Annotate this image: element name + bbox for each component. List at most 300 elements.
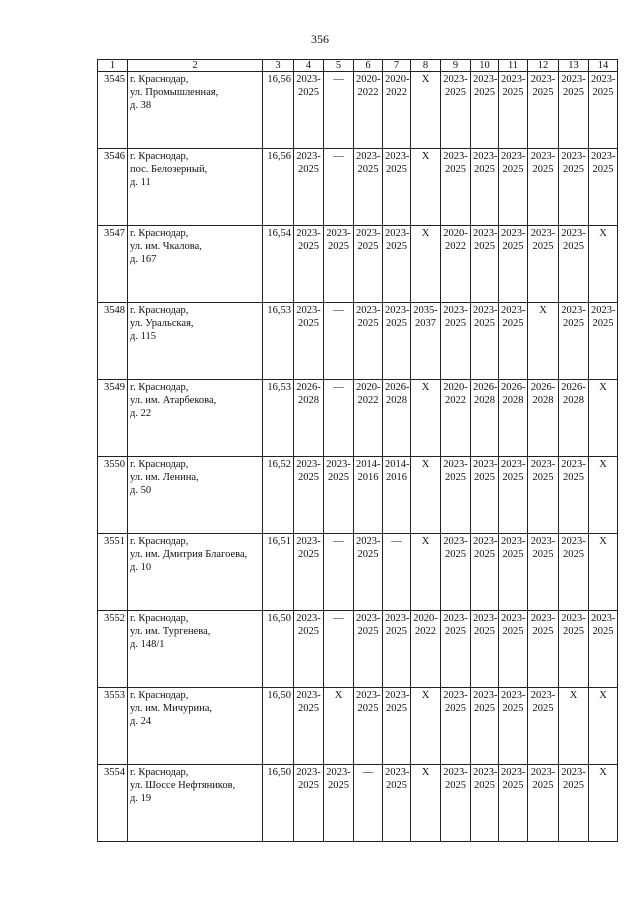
period-text: 2025 xyxy=(357,241,379,252)
period-text: 2022 xyxy=(445,241,466,252)
period-text: 2025 xyxy=(298,472,319,483)
period-text: 2023- xyxy=(296,305,321,316)
period-text: 2023- xyxy=(473,767,498,778)
period-cell xyxy=(324,72,354,149)
period-text: 2025 xyxy=(502,87,524,98)
period-cell xyxy=(294,303,324,380)
period-text: 2023- xyxy=(385,228,410,239)
period-text: 2023- xyxy=(473,536,498,547)
address-line: д. 38 xyxy=(130,100,152,111)
address-line: д. 115 xyxy=(130,331,156,342)
period-text: 2025 xyxy=(592,626,614,637)
register-table xyxy=(97,59,618,842)
period-text: 2025 xyxy=(298,87,319,98)
period-text: 2023- xyxy=(530,767,556,778)
period-cell xyxy=(441,72,471,149)
period-text: 2025 xyxy=(445,626,466,637)
period-text: 2014- xyxy=(356,459,381,470)
period-cell xyxy=(441,457,471,534)
period-text: 2025 xyxy=(474,703,495,714)
address-line: г. Краснодар, xyxy=(130,228,189,239)
period-text: 2023- xyxy=(561,613,586,624)
period-cell xyxy=(589,457,618,534)
period-text: X xyxy=(539,305,547,316)
table-row xyxy=(98,457,618,534)
period-text: 2023- xyxy=(591,74,616,85)
period-text: 2020- xyxy=(443,382,468,393)
period-cell xyxy=(324,226,354,303)
header-row xyxy=(98,60,618,72)
row-number-cell xyxy=(98,303,128,380)
period-text: 2023- xyxy=(530,613,556,624)
period-cell xyxy=(354,534,383,611)
period-cell xyxy=(411,457,441,534)
period-text: 2020- xyxy=(356,382,381,393)
period-text: X xyxy=(334,690,343,701)
row-number-cell xyxy=(98,380,128,457)
row-number-cell xyxy=(98,149,128,226)
period-text: — xyxy=(391,536,402,547)
period-text: 2025 xyxy=(502,318,524,329)
period-text: 2023- xyxy=(530,74,556,85)
period-text: 2025 xyxy=(357,318,379,329)
value: 16,56 xyxy=(267,74,291,85)
period-text: 2025 xyxy=(532,549,554,560)
period-text: 2025 xyxy=(563,87,584,98)
period-text: 2023- xyxy=(501,74,526,85)
period-text: 2022 xyxy=(357,87,379,98)
period-text: 2023- xyxy=(530,690,556,701)
period-text: 2022 xyxy=(386,87,407,98)
value: 16,53 xyxy=(267,305,291,316)
period-text: X xyxy=(569,690,578,701)
period-text: 2023- xyxy=(296,459,321,470)
value: 16,50 xyxy=(267,613,291,624)
period-text: 2023- xyxy=(356,151,381,162)
address-line: д. 167 xyxy=(130,254,157,265)
period-cell xyxy=(559,303,589,380)
period-text: 2023- xyxy=(443,459,468,470)
period-text: 2025 xyxy=(328,780,349,791)
period-text: 2023- xyxy=(501,613,526,624)
value: 16,52 xyxy=(267,459,291,470)
period-cell xyxy=(528,303,559,380)
period-cell xyxy=(383,149,411,226)
table-row xyxy=(98,765,618,842)
table-body xyxy=(98,72,618,842)
row-number: 3549 xyxy=(104,382,125,393)
period-text: 2025 xyxy=(592,87,614,98)
address-cell xyxy=(128,457,263,534)
period-cell xyxy=(294,226,324,303)
period-text: 2028 xyxy=(502,395,524,406)
period-cell xyxy=(589,226,618,303)
period-cell xyxy=(324,611,354,688)
period-text: 2025 xyxy=(502,549,524,560)
period-text: 2023- xyxy=(530,536,556,547)
period-cell xyxy=(294,534,324,611)
period-text: 2022 xyxy=(415,626,436,637)
period-text: 2025 xyxy=(532,780,554,791)
period-text: X xyxy=(599,536,607,547)
period-text: 2023- xyxy=(473,459,498,470)
period-text: 2023- xyxy=(530,228,556,239)
period-cell xyxy=(499,149,528,226)
period-cell xyxy=(383,765,411,842)
period-cell xyxy=(383,534,411,611)
period-text: 2025 xyxy=(592,164,614,175)
period-text: 2023- xyxy=(501,690,526,701)
period-cell xyxy=(528,457,559,534)
address-line: г. Краснодар, xyxy=(130,536,189,547)
period-text: 2023- xyxy=(385,305,410,316)
period-cell xyxy=(324,688,354,765)
row-number: 3548 xyxy=(104,305,125,316)
period-text: 2025 xyxy=(386,780,407,791)
period-cell xyxy=(589,534,618,611)
period-text: — xyxy=(333,151,344,162)
period-text: 2025 xyxy=(445,703,466,714)
address-line: г. Краснодар, xyxy=(130,305,189,316)
period-cell xyxy=(324,149,354,226)
period-text: 2028 xyxy=(386,395,407,406)
period-cell xyxy=(441,380,471,457)
period-cell xyxy=(499,380,528,457)
period-text: X xyxy=(421,690,430,701)
address-line: ул. им. Ленина, xyxy=(130,472,199,483)
period-cell xyxy=(559,149,589,226)
period-text: 2025 xyxy=(474,241,495,252)
row-number-cell xyxy=(98,611,128,688)
table-row xyxy=(98,611,618,688)
period-cell xyxy=(471,149,499,226)
period-cell xyxy=(441,303,471,380)
address-line: г. Краснодар, xyxy=(130,151,189,162)
period-text: 2025 xyxy=(445,549,466,560)
period-text: 2023- xyxy=(443,613,468,624)
period-text: X xyxy=(599,459,607,470)
period-text: 2023- xyxy=(356,690,381,701)
period-cell xyxy=(528,534,559,611)
period-cell xyxy=(499,611,528,688)
period-text: 2023- xyxy=(443,690,468,701)
period-text: 2023- xyxy=(501,459,526,470)
period-text: 2025 xyxy=(445,780,466,791)
period-text: 2023- xyxy=(501,767,526,778)
period-text: 2023- xyxy=(473,690,498,701)
value-cell xyxy=(263,303,294,380)
period-cell xyxy=(589,611,618,688)
period-text: X xyxy=(421,74,430,85)
period-cell xyxy=(559,688,589,765)
address-line: д. 50 xyxy=(130,485,152,496)
period-cell xyxy=(528,380,559,457)
period-text: 2025 xyxy=(592,318,614,329)
row-number-cell xyxy=(98,765,128,842)
period-cell xyxy=(354,688,383,765)
period-text: 2026- xyxy=(385,382,410,393)
period-cell xyxy=(559,226,589,303)
period-text: 2025 xyxy=(563,549,584,560)
address-line: д. 19 xyxy=(130,793,152,804)
period-text: 2025 xyxy=(357,703,379,714)
period-cell xyxy=(528,149,559,226)
period-text: 2025 xyxy=(532,472,554,483)
address-line: г. Краснодар, xyxy=(130,690,189,701)
period-text: 2025 xyxy=(386,703,407,714)
period-cell xyxy=(499,303,528,380)
period-text: 2023- xyxy=(296,151,321,162)
period-cell xyxy=(441,534,471,611)
period-cell xyxy=(441,688,471,765)
period-cell xyxy=(411,688,441,765)
period-text: X xyxy=(599,690,607,701)
period-cell xyxy=(383,303,411,380)
value-cell xyxy=(263,149,294,226)
period-text: 2023- xyxy=(443,151,468,162)
table-row xyxy=(98,72,618,149)
address-line: г. Краснодар, xyxy=(130,74,189,85)
period-cell xyxy=(383,72,411,149)
address-line: д. 10 xyxy=(130,562,152,573)
table-row xyxy=(98,226,618,303)
period-text: 2023- xyxy=(356,305,381,316)
period-text: 2026- xyxy=(501,382,526,393)
period-cell xyxy=(559,765,589,842)
period-text: 2028 xyxy=(563,395,584,406)
period-text: 2020- xyxy=(356,74,381,85)
value: 16,51 xyxy=(267,536,291,547)
period-text: 2023- xyxy=(385,613,410,624)
period-text: X xyxy=(421,228,430,239)
period-cell xyxy=(411,380,441,457)
row-number-cell xyxy=(98,688,128,765)
period-cell xyxy=(471,457,499,534)
value-cell xyxy=(263,457,294,534)
table-row xyxy=(98,303,618,380)
address-cell xyxy=(128,226,263,303)
period-text: X xyxy=(421,382,430,393)
period-text: 2014- xyxy=(385,459,410,470)
period-text: 2035- xyxy=(413,305,438,316)
period-cell xyxy=(441,611,471,688)
period-cell xyxy=(383,380,411,457)
address-line: д. 24 xyxy=(130,716,152,727)
period-cell xyxy=(383,226,411,303)
period-text: 2028 xyxy=(474,395,495,406)
address-line: г. Краснодар, xyxy=(130,459,189,470)
period-cell xyxy=(471,688,499,765)
row-number: 3553 xyxy=(104,690,125,701)
period-text: 2025 xyxy=(298,318,319,329)
period-text: 2023- xyxy=(591,151,616,162)
col-header: 10 xyxy=(471,60,499,72)
period-text: 2016 xyxy=(357,472,379,483)
period-text: 2025 xyxy=(502,164,524,175)
period-cell xyxy=(528,688,559,765)
address-cell xyxy=(128,72,263,149)
period-cell xyxy=(294,149,324,226)
period-cell xyxy=(499,765,528,842)
address-cell xyxy=(128,303,263,380)
period-text: 2023- xyxy=(561,767,586,778)
col-header: 7 xyxy=(383,60,411,72)
period-text: 2025 xyxy=(298,164,319,175)
period-text: 2023- xyxy=(296,228,321,239)
address-line: ул. им. Мичурина, xyxy=(130,703,213,714)
col-header: 5 xyxy=(324,60,354,72)
period-cell xyxy=(471,534,499,611)
period-text: 2023- xyxy=(296,690,321,701)
period-text: 2025 xyxy=(445,87,466,98)
period-cell xyxy=(294,72,324,149)
value-cell xyxy=(263,611,294,688)
period-cell xyxy=(294,380,324,457)
period-text: X xyxy=(599,228,607,239)
value: 16,53 xyxy=(267,382,291,393)
period-cell xyxy=(354,226,383,303)
period-text: 2023- xyxy=(326,767,351,778)
period-cell xyxy=(471,765,499,842)
period-text: 2023- xyxy=(326,228,351,239)
period-text: 2023- xyxy=(473,305,498,316)
address-line: ул. Уральская, xyxy=(130,318,194,329)
col-header: 6 xyxy=(354,60,383,72)
period-text: 2023- xyxy=(591,613,616,624)
period-text: 2025 xyxy=(502,241,524,252)
period-text: 2028 xyxy=(298,395,319,406)
period-text: 2025 xyxy=(474,164,495,175)
period-cell xyxy=(324,303,354,380)
period-cell xyxy=(471,303,499,380)
period-text: 2023- xyxy=(296,767,321,778)
period-cell xyxy=(499,688,528,765)
period-cell xyxy=(589,765,618,842)
value-cell xyxy=(263,380,294,457)
row-number: 3552 xyxy=(104,613,125,624)
period-cell xyxy=(324,457,354,534)
period-text: 2025 xyxy=(474,87,495,98)
period-text: 2025 xyxy=(386,164,407,175)
period-cell xyxy=(354,72,383,149)
period-text: — xyxy=(333,613,344,624)
col-header: 4 xyxy=(294,60,324,72)
period-cell xyxy=(528,611,559,688)
period-text: 2023- xyxy=(561,151,586,162)
period-text: 2025 xyxy=(298,703,319,714)
address-cell xyxy=(128,611,263,688)
period-text: — xyxy=(333,382,344,393)
period-text: 2023- xyxy=(501,305,526,316)
row-number: 3551 xyxy=(104,536,125,547)
period-cell xyxy=(411,534,441,611)
period-text: 2026- xyxy=(530,382,556,393)
period-text: 2025 xyxy=(386,318,407,329)
period-cell xyxy=(354,380,383,457)
period-text: 2023- xyxy=(473,613,498,624)
row-number-cell xyxy=(98,72,128,149)
period-text: 2025 xyxy=(532,703,554,714)
period-text: 2023- xyxy=(561,228,586,239)
period-text: 2023- xyxy=(501,228,526,239)
value-cell xyxy=(263,534,294,611)
period-cell xyxy=(354,149,383,226)
period-text: 2025 xyxy=(298,549,319,560)
period-text: X xyxy=(421,767,430,778)
value: 16,54 xyxy=(267,228,291,239)
period-text: — xyxy=(362,767,374,778)
period-cell xyxy=(471,611,499,688)
period-text: 2025 xyxy=(532,164,554,175)
period-text: 2025 xyxy=(532,87,554,98)
period-text: 2025 xyxy=(328,472,349,483)
period-cell xyxy=(441,149,471,226)
period-text: 2025 xyxy=(563,318,584,329)
period-text: 2025 xyxy=(502,780,524,791)
period-text: 2023- xyxy=(356,613,381,624)
period-cell xyxy=(294,688,324,765)
period-cell xyxy=(499,457,528,534)
period-text: 2025 xyxy=(445,472,466,483)
period-cell xyxy=(411,226,441,303)
period-cell xyxy=(411,765,441,842)
row-number: 3547 xyxy=(104,228,125,239)
address-line: ул. им. Атарбекова, xyxy=(130,395,217,406)
value: 16,50 xyxy=(267,767,291,778)
period-cell xyxy=(589,688,618,765)
address-line: пос. Белозерный, xyxy=(130,164,208,175)
period-text: — xyxy=(333,536,344,547)
value: 16,56 xyxy=(267,151,291,162)
period-text: 2023- xyxy=(443,767,468,778)
period-text: 2023- xyxy=(385,767,410,778)
period-cell xyxy=(499,226,528,303)
period-cell xyxy=(294,611,324,688)
period-text: 2023- xyxy=(385,151,410,162)
table-row xyxy=(98,149,618,226)
period-text: X xyxy=(599,382,607,393)
period-text: 2025 xyxy=(328,241,349,252)
value: 16,50 xyxy=(267,690,291,701)
period-text: 2028 xyxy=(532,395,554,406)
period-text: 2023- xyxy=(561,536,586,547)
period-cell xyxy=(411,72,441,149)
period-text: 2023- xyxy=(591,305,616,316)
period-cell xyxy=(294,765,324,842)
col-header: 11 xyxy=(499,60,528,72)
period-cell xyxy=(559,534,589,611)
period-text: 2025 xyxy=(357,164,379,175)
period-text: 2025 xyxy=(563,241,584,252)
address-line: г. Краснодар, xyxy=(130,613,189,624)
row-number-cell xyxy=(98,226,128,303)
col-header: 8 xyxy=(411,60,441,72)
period-text: 2023- xyxy=(443,74,468,85)
address-cell xyxy=(128,688,263,765)
period-text: 2025 xyxy=(502,472,524,483)
period-text: 2025 xyxy=(532,241,554,252)
period-cell xyxy=(559,72,589,149)
period-text: 2023- xyxy=(356,228,381,239)
table-row xyxy=(98,534,618,611)
period-text: X xyxy=(421,151,430,162)
period-text: 2025 xyxy=(357,549,379,560)
table-row xyxy=(98,688,618,765)
period-text: X xyxy=(599,767,607,778)
period-cell xyxy=(441,765,471,842)
address-line: ул. Шоссе Нефтяников, xyxy=(130,780,236,791)
row-number-cell xyxy=(98,457,128,534)
